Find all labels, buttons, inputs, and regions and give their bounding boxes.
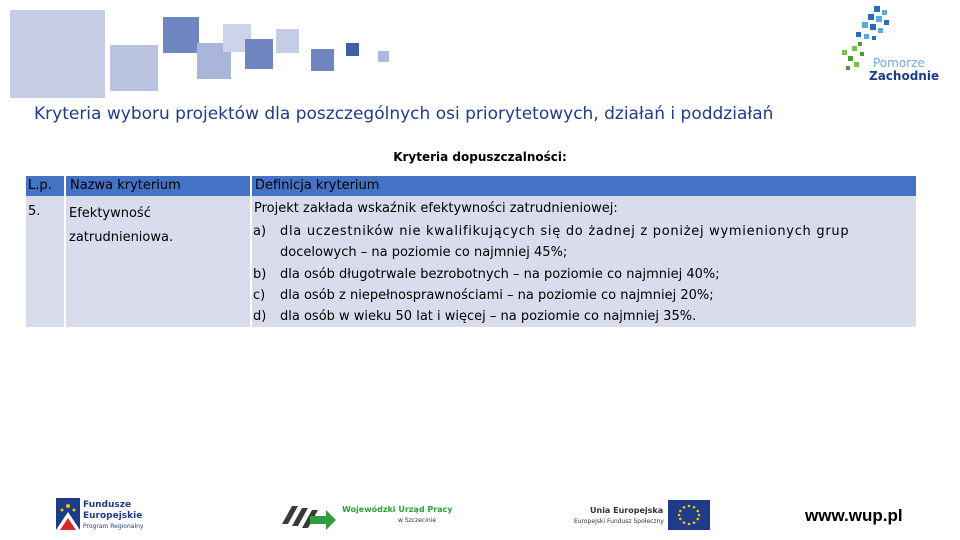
fe-line2: Europejskie <box>83 511 143 521</box>
ue-line1: Unia Europejska <box>590 506 664 515</box>
brand-line2: Zachodnie <box>869 69 940 83</box>
row-name-line2: zatrudnieniowa. <box>69 230 174 245</box>
item-c-label: c) <box>253 288 266 303</box>
definition-item-a <box>253 224 849 239</box>
wup-logo-icon <box>280 500 336 530</box>
item-a-label: a) <box>253 224 267 239</box>
item-a-text-cont: docelowych – na poziomie co najmniej 45%; <box>280 245 568 260</box>
header-definition: Definicja kryterium <box>255 178 380 193</box>
header-name: Nazwa kryterium <box>70 178 181 193</box>
item-a-text: dla uczestników nie kwalifikujących się do żadnej z poniżej wymienionych grup <box>280 224 850 239</box>
row-name-line1: Efektywność <box>69 206 151 221</box>
definition-item-c <box>253 288 714 303</box>
fe-line1: Fundusze <box>83 500 132 510</box>
header-lp: L.p. <box>28 178 52 193</box>
fe-line3: Program Regionalny <box>83 523 144 530</box>
website-url[interactable]: www.wup.pl <box>805 506 903 525</box>
col-lp-bg <box>26 176 64 327</box>
brand-line1: Pomorze <box>873 56 925 70</box>
section-subtitle: Kryteria dopuszczalności: <box>393 150 567 164</box>
wup-line2: w Szczecinie <box>398 517 437 524</box>
item-d-label: d) <box>253 309 267 324</box>
item-d-text: dla osób w wieku 50 lat i więcej – na poziomie co najmniej 35%. <box>280 309 697 324</box>
definition-intro: Projekt zakłada wskaźnik efektywności zatrudnieniowej: <box>254 201 618 216</box>
item-c-text: dla osób z niepełnosprawnościami – na poziomie co najmniej 20%; <box>280 288 714 303</box>
ue-line2: Europejski Fundusz Społeczny <box>574 518 664 525</box>
row-lp: 5. <box>28 204 41 219</box>
col-name-bg <box>66 176 250 327</box>
definition-item-a-cont <box>280 245 567 260</box>
page-title: Kryteria wyboru projektów dla poszczególnych osi priorytetowych, działań i poddziałań <box>34 104 774 124</box>
wup-line1: Wojewódzki Urząd Pracy <box>342 505 453 514</box>
definition-item-d <box>253 309 696 324</box>
fe-flag-icon <box>56 498 80 530</box>
item-b-label: b) <box>253 267 267 282</box>
eu-flag-icon <box>668 500 710 530</box>
item-b-text: dla osób długotrwale bezrobotnych – na poziomie co najmniej 40%; <box>280 267 720 282</box>
definition-item-b <box>253 267 720 282</box>
